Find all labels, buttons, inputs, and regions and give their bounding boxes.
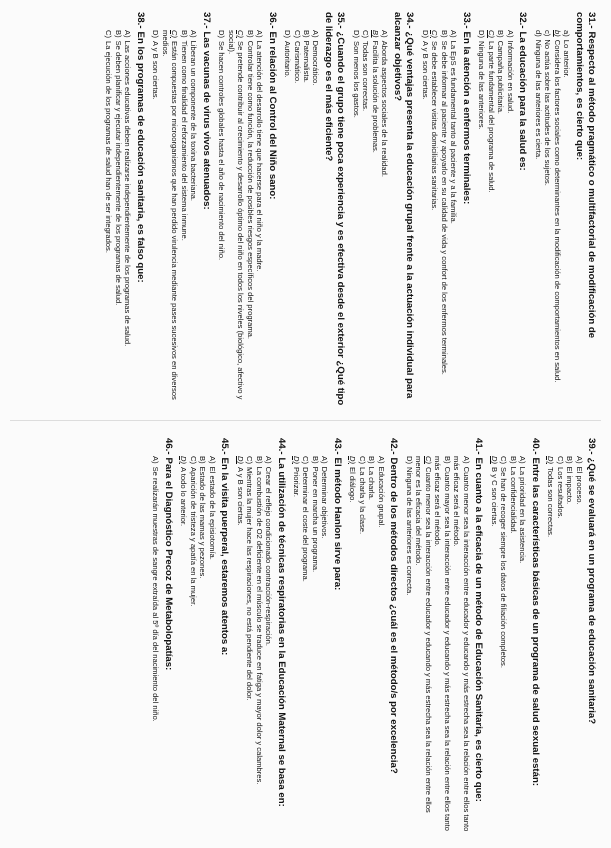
option-text: Tienen como finalidad el reforzamiento del sistema inmune. bbox=[179, 40, 189, 241]
option-letter: A) bbox=[151, 456, 161, 464]
option-letter: C) bbox=[423, 456, 433, 465]
question-item bbox=[546, 438, 597, 836]
option-text: El estado de la episiotomía. bbox=[207, 466, 217, 560]
option-text: Ninguna de las anteriores. bbox=[477, 41, 487, 130]
question-item bbox=[151, 12, 212, 410]
question-text bbox=[199, 12, 211, 410]
question-stem: En los programas de educación sanitaria, es falso que: bbox=[134, 31, 146, 283]
option-text: Se han de recoger siempre los datos de filiación completos. bbox=[499, 467, 509, 668]
option-text: Controlar tiene como función, la reducción de posibles riesgos específicos del programa. bbox=[245, 40, 255, 340]
answer-option bbox=[292, 30, 301, 410]
answer-option bbox=[189, 30, 198, 410]
option-letter: B) bbox=[245, 30, 255, 38]
option-text: Ninguna de las anteriores es correcta. bbox=[404, 467, 414, 596]
option-letter: A) bbox=[449, 30, 459, 38]
option-text: Lo anterior. bbox=[562, 39, 572, 78]
question-number: 43.- bbox=[331, 438, 343, 455]
option-letter: A) bbox=[376, 456, 386, 464]
option-text: Se debe informar al paciente y apoyarlo en su calidad de vida y confort de los enfermos terminales. bbox=[439, 40, 449, 375]
answer-option bbox=[320, 456, 329, 836]
option-text: Cuanto menor sea la interacción entre educador y educando y más estrecha sea la relación entre ellos tanto más eficaz será el método. bbox=[452, 456, 471, 832]
answer-option bbox=[310, 456, 319, 836]
option-text: Campaña publicitaria. bbox=[496, 40, 506, 115]
answer-option-marked bbox=[226, 30, 245, 410]
option-text: El diálogo. bbox=[348, 467, 358, 503]
option-text: La confidencialidad. bbox=[508, 466, 518, 534]
question-text bbox=[274, 438, 286, 836]
answer-option bbox=[245, 456, 254, 836]
option-letter: B) bbox=[367, 456, 377, 464]
answer-option bbox=[433, 456, 452, 836]
option-letter: A) bbox=[311, 30, 321, 38]
option-letter: C) bbox=[555, 456, 565, 465]
option-letter: D) bbox=[404, 456, 414, 465]
question-text bbox=[218, 438, 230, 836]
answer-option-marked bbox=[370, 30, 379, 410]
question-text bbox=[459, 12, 471, 410]
answer-option bbox=[151, 30, 160, 410]
question-number: 41.- bbox=[473, 438, 485, 455]
option-letter: A) bbox=[264, 456, 274, 464]
answer-option bbox=[104, 30, 113, 410]
answer-option bbox=[123, 30, 132, 410]
question-text bbox=[572, 12, 597, 410]
question-number: 40.- bbox=[529, 438, 541, 455]
answer-option bbox=[439, 30, 448, 410]
question-item bbox=[283, 12, 347, 410]
right-column bbox=[8, 438, 597, 836]
answer-option bbox=[449, 30, 458, 410]
answer-option bbox=[562, 30, 571, 410]
option-text: Determinar el coste del programa. bbox=[301, 467, 311, 582]
answer-option bbox=[113, 30, 122, 410]
column-divider bbox=[10, 420, 601, 421]
answer-option-marked bbox=[489, 456, 498, 836]
option-letter: B) bbox=[496, 30, 506, 38]
option-letter: c) bbox=[543, 30, 553, 37]
option-text: Aborda aspectos sociales de la realidad. bbox=[380, 40, 390, 177]
option-text: La parte fundamental del programa de salud. bbox=[486, 41, 496, 193]
option-letter: C) bbox=[245, 456, 255, 465]
option-text: Se pretende contribuir al crecimiento y desarrollo óptimo del niño en todos los niveles (biológico, afectivo y social). bbox=[226, 30, 246, 400]
option-text: Todas son correctas. bbox=[546, 467, 556, 538]
question-stem: Dentro de los métodos directos ¿cuál es el método/s por excelencia? bbox=[388, 457, 400, 774]
question-item bbox=[217, 12, 278, 410]
question-stem: La educación para la salud es: bbox=[517, 31, 529, 171]
option-text: Determinar objetivos. bbox=[320, 466, 330, 539]
option-letter: D) bbox=[546, 456, 556, 465]
option-text: Las acciones educativas deben realizarse independientemente de los programas de salud. bbox=[123, 40, 133, 347]
answer-option bbox=[367, 456, 376, 836]
option-text: Todas son correctas. bbox=[361, 41, 371, 112]
option-text: Son menos los gastos. bbox=[351, 41, 361, 118]
answer-option bbox=[574, 456, 583, 836]
question-number: 35.- bbox=[335, 12, 347, 29]
answer-option bbox=[255, 30, 264, 410]
question-stem: En la atención a enfermos terminales: bbox=[460, 31, 472, 205]
answer-option-marked bbox=[292, 456, 301, 836]
option-text: B y C son ciertas. bbox=[489, 467, 499, 527]
option-text: Educación grupal. bbox=[376, 466, 386, 528]
option-text: Aparición de tristeza y apatía en la mujer. bbox=[188, 467, 198, 607]
answer-option bbox=[254, 456, 263, 836]
option-letter: C) bbox=[104, 30, 114, 39]
option-text: La atención del desarrollo tiene que hacerse para el niño y la madre. bbox=[255, 40, 265, 272]
option-letter: D) bbox=[179, 456, 189, 465]
option-letter: A) bbox=[207, 456, 217, 464]
question-stem: El método Hanlon sirve para: bbox=[331, 457, 343, 591]
option-text: Carismático. bbox=[292, 41, 302, 84]
answer-options bbox=[533, 12, 571, 410]
answer-option bbox=[302, 30, 311, 410]
question-number: 39.- bbox=[586, 438, 597, 455]
answer-option-marked bbox=[430, 30, 439, 410]
answer-option bbox=[351, 30, 360, 410]
option-text: Cuanto menor sea la interacción entre educador y educando y más estrecha sea la relación entre ellos menor es la eficacia del método. bbox=[414, 456, 433, 813]
answer-option bbox=[179, 30, 188, 410]
answer-option-marked bbox=[160, 30, 179, 410]
answer-options bbox=[292, 438, 330, 836]
option-text: El proceso. bbox=[574, 466, 584, 505]
answer-option bbox=[565, 456, 574, 836]
answer-option bbox=[264, 456, 273, 836]
option-letter: a) bbox=[562, 30, 572, 37]
option-letter: A) bbox=[461, 456, 471, 464]
option-letter: D) bbox=[351, 30, 361, 39]
answer-option bbox=[452, 456, 471, 836]
question-number: 42.- bbox=[388, 438, 400, 455]
question-text bbox=[133, 12, 145, 410]
answer-options bbox=[489, 438, 527, 836]
answer-options bbox=[404, 438, 470, 836]
option-text: Se realizarán muestras de sangre extraída al 5º día del nacimiento del niño. bbox=[151, 466, 161, 722]
option-letter: C) bbox=[486, 30, 496, 39]
option-text: Están compuestas por microorganismos que han perdido virulencia mediante pases sucesivos en diversos medios. bbox=[160, 30, 180, 400]
option-letter: B) bbox=[179, 30, 189, 38]
option-text: A todo lo anterior. bbox=[179, 467, 189, 527]
question-number: 32.- bbox=[517, 12, 529, 29]
answer-option bbox=[311, 30, 320, 410]
answer-options bbox=[151, 438, 160, 836]
question-number: 36.- bbox=[266, 12, 278, 29]
answer-options bbox=[151, 12, 198, 410]
question-text bbox=[585, 438, 597, 836]
answer-option-marked bbox=[348, 456, 357, 836]
option-letter: D) bbox=[348, 456, 358, 465]
option-letter: C) bbox=[170, 30, 180, 39]
option-text: Los resultados. bbox=[555, 467, 565, 519]
answer-option bbox=[555, 456, 564, 836]
question-stem: En la visita puerperal, estaremos atentos a: bbox=[219, 457, 231, 656]
option-letter: B) bbox=[439, 30, 449, 38]
question-stem: En relación al Control del Niño sano: bbox=[266, 31, 278, 200]
question-stem: Las vacunas de virus vivos atenuados: bbox=[200, 31, 212, 210]
option-letter: C) bbox=[236, 30, 246, 39]
option-text: No actúa sobre las actitudes de los sujetos. bbox=[543, 39, 553, 186]
option-text: Paternalista. bbox=[302, 40, 312, 83]
option-text: La charla y la clase. bbox=[357, 467, 367, 535]
option-letter: b) bbox=[552, 30, 562, 37]
answer-option bbox=[245, 30, 254, 410]
option-letter: B) bbox=[310, 456, 320, 464]
question-text bbox=[161, 438, 173, 836]
left-column bbox=[8, 12, 597, 410]
option-letter: C) bbox=[292, 30, 302, 39]
answer-option bbox=[477, 30, 486, 410]
question-text bbox=[322, 12, 347, 410]
option-letter: A) bbox=[380, 30, 390, 38]
answer-options bbox=[217, 12, 264, 410]
option-letter: D) bbox=[420, 30, 430, 39]
question-item bbox=[151, 438, 174, 836]
answer-option bbox=[361, 30, 370, 410]
question-item bbox=[348, 438, 399, 836]
question-text bbox=[516, 12, 528, 410]
option-letter: C) bbox=[301, 456, 311, 465]
question-item bbox=[489, 438, 540, 836]
question-item bbox=[533, 12, 597, 410]
option-letter: D) bbox=[235, 456, 245, 465]
question-stem: La utilización de técnicas respiratorias en la Educación Maternal se basa en: bbox=[275, 457, 287, 807]
answer-option bbox=[533, 30, 542, 410]
answer-options bbox=[104, 12, 132, 410]
question-number: 31.- bbox=[586, 12, 597, 29]
option-text: Considera los factores sociales como determinantes en la modificación de comportamientos en salud. bbox=[552, 39, 562, 383]
option-letter: B) bbox=[442, 456, 452, 464]
question-number: 37.- bbox=[200, 12, 212, 29]
question-stem: Entre las características básicas de un programa de salud sexual están: bbox=[529, 457, 541, 787]
option-text: Poner en marcha un programa. bbox=[310, 466, 320, 573]
answer-option bbox=[505, 30, 514, 410]
question-text bbox=[330, 438, 342, 836]
option-text: La charla. bbox=[367, 466, 377, 500]
question-number: 44.- bbox=[275, 438, 287, 455]
option-letter: D) bbox=[217, 30, 227, 39]
option-letter: C) bbox=[357, 456, 367, 465]
option-letter: D) bbox=[151, 30, 161, 39]
answer-option bbox=[543, 30, 552, 410]
question-item bbox=[477, 12, 528, 410]
question-stem: Respecto al método pragmático o multifactorial de modificación de comportamientos, es cierto que: bbox=[573, 12, 597, 339]
option-letter: B) bbox=[302, 30, 312, 38]
answer-option bbox=[499, 456, 508, 836]
option-letter: D) bbox=[477, 30, 487, 39]
option-letter: B) bbox=[370, 30, 380, 38]
question-stem: Para el Diagnóstico Precoz de Metabolopatías: bbox=[162, 457, 174, 671]
question-stem: En cuanto a la eficacia de un método de Educación Sanitaria, es cierto que: bbox=[473, 457, 485, 802]
option-letter: B) bbox=[113, 30, 123, 38]
option-text: Priorizar. bbox=[292, 467, 301, 497]
option-text: La combustión de O2 deficiente en el músculo se traduce en fatiga y mayor dolor y calambres. bbox=[254, 466, 264, 785]
option-text: Facilita la solución de problemas. bbox=[370, 40, 380, 153]
question-stem: ¿Qué ventajas presenta la educación grupal frente a la actuación individual para alcanzar objetivos? bbox=[391, 12, 416, 399]
option-letter: C) bbox=[499, 456, 509, 465]
question-number: 34.- bbox=[404, 12, 416, 29]
answer-option-marked bbox=[235, 456, 244, 836]
answer-option bbox=[420, 30, 429, 410]
option-text: Crear el reflejo condicionado contracción-respiración. bbox=[264, 466, 274, 646]
option-text: El impacto. bbox=[565, 466, 575, 505]
option-letter: B) bbox=[254, 456, 264, 464]
answer-option bbox=[404, 456, 413, 836]
question-text bbox=[387, 438, 399, 836]
answer-options bbox=[179, 438, 217, 836]
option-letter: B) bbox=[198, 456, 208, 464]
option-letter: A) bbox=[189, 30, 199, 38]
option-text: A y B son ciertas. bbox=[420, 41, 430, 100]
question-text bbox=[390, 12, 415, 410]
option-text: Ninguna de las anteriores es cierta. bbox=[533, 39, 543, 160]
option-letter: D) bbox=[292, 456, 301, 465]
question-item bbox=[420, 12, 471, 410]
option-text: Liberan un componente de la toxina bacteriana. bbox=[189, 40, 199, 202]
option-text: Se hacen controles globales hasta el año de nacimiento del niño. bbox=[217, 41, 227, 261]
question-text bbox=[528, 438, 540, 836]
option-text: Autoritario. bbox=[283, 41, 293, 78]
question-item bbox=[292, 438, 343, 836]
option-text: Información en salud. bbox=[505, 40, 515, 114]
option-letter: C) bbox=[361, 30, 371, 39]
question-stem: ¿Qué se evaluará en un programa de educación sanitaria? bbox=[586, 457, 597, 725]
answer-options bbox=[351, 12, 389, 410]
option-letter: A) bbox=[574, 456, 584, 464]
answer-option-marked bbox=[552, 30, 561, 410]
option-text: La ejecución de los programas de salud han de ser integrados. bbox=[104, 41, 114, 253]
question-text bbox=[472, 438, 484, 836]
answer-option-marked bbox=[179, 456, 188, 836]
answer-option bbox=[198, 456, 207, 836]
question-number: 38.- bbox=[134, 12, 146, 29]
option-letter: A) bbox=[123, 30, 133, 38]
option-letter: B) bbox=[508, 456, 518, 464]
option-letter: C) bbox=[430, 30, 440, 39]
answer-option bbox=[496, 30, 505, 410]
answer-option bbox=[207, 456, 216, 836]
answer-option-marked bbox=[546, 456, 555, 836]
question-text bbox=[265, 12, 277, 410]
answer-option-marked bbox=[486, 30, 495, 410]
option-text: Se debe establecer visitas domiciliarias sanitarias. bbox=[430, 41, 440, 211]
question-item bbox=[351, 12, 415, 410]
option-letter: D) bbox=[283, 30, 293, 39]
option-letter: A) bbox=[255, 30, 265, 38]
answer-option bbox=[283, 30, 292, 410]
question-number: 33.- bbox=[460, 12, 472, 29]
answer-option-marked bbox=[414, 456, 433, 836]
answer-options bbox=[235, 438, 273, 836]
question-item bbox=[235, 438, 286, 836]
answer-options bbox=[420, 12, 458, 410]
option-letter: D) bbox=[489, 456, 499, 465]
answer-option bbox=[380, 30, 389, 410]
option-letter: A) bbox=[505, 30, 515, 38]
answer-option bbox=[518, 456, 527, 836]
answer-option bbox=[217, 30, 226, 410]
option-text: Estado de las mamas y pezones. bbox=[198, 466, 208, 579]
answer-options bbox=[348, 438, 386, 836]
answer-options bbox=[477, 12, 515, 410]
option-letter: A) bbox=[518, 456, 528, 464]
question-number: 45.- bbox=[219, 438, 231, 455]
option-text: Mientras la mujer hace las respiraciones, no está pendiente del dolor. bbox=[245, 467, 255, 701]
answer-option bbox=[376, 456, 385, 836]
question-stem: ¿Cuando el grupo tiene poca experiencia y es efectiva desde el exterior ¿Qué tipo de liderazgo es el más eficiente? bbox=[322, 12, 347, 406]
option-letter: d) bbox=[533, 30, 543, 37]
option-letter: B) bbox=[565, 456, 575, 464]
option-letter: A) bbox=[320, 456, 330, 464]
answer-options bbox=[283, 12, 321, 410]
answer-option bbox=[508, 456, 517, 836]
option-text: Cuanto mayor sea la interacción entre educador y educando y más estrecha sea la relación entre ellos tanto más eficaz será el método. bbox=[433, 456, 452, 831]
option-text: La prioridad en la asistencia. bbox=[518, 466, 528, 564]
question-item bbox=[404, 438, 484, 836]
answer-option bbox=[301, 456, 310, 836]
option-text: Democrático. bbox=[311, 40, 321, 86]
answer-option bbox=[357, 456, 366, 836]
option-text: Se deben planificar y ejecutar independientemente de los programas de salud. bbox=[113, 40, 123, 306]
question-item bbox=[104, 12, 146, 410]
answer-options bbox=[546, 438, 584, 836]
option-text: A y B son ciertas. bbox=[151, 41, 161, 100]
option-text: La EpS es fundamental tanto al paciente y a la familia. bbox=[449, 40, 459, 224]
question-number: 46.- bbox=[162, 438, 174, 455]
question-item bbox=[179, 438, 230, 836]
answer-option bbox=[151, 456, 160, 836]
option-letter: C) bbox=[188, 456, 198, 465]
answer-option bbox=[188, 456, 197, 836]
option-text: A y B son ciertas. bbox=[235, 467, 245, 526]
